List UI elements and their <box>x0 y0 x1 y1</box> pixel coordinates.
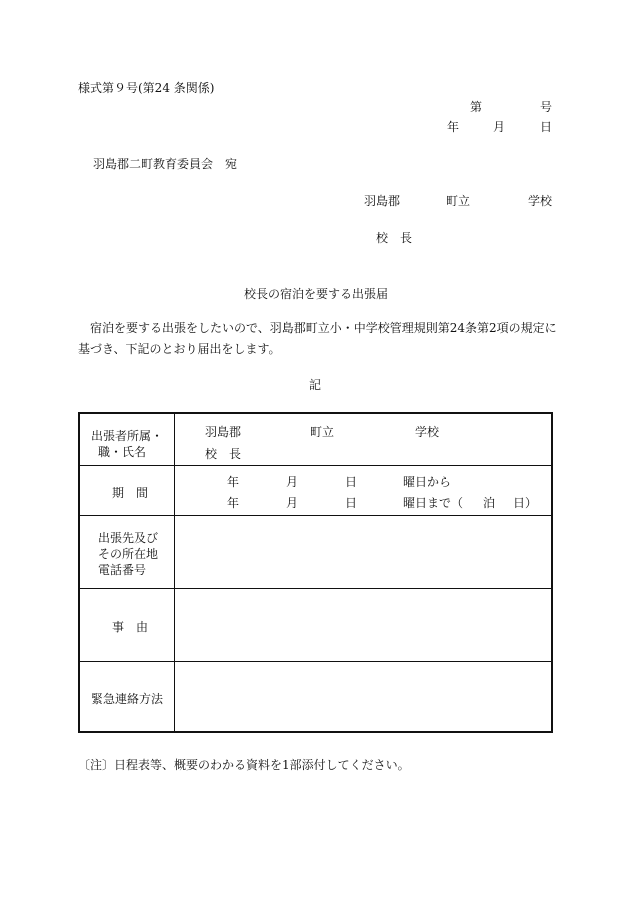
row3-label-line3: 電話番号 <box>98 563 147 577</box>
row2-end-month: 月 <box>286 496 299 510</box>
body-line-2: 基づき、下記のとおり届出をします。 <box>78 342 281 356</box>
form-reference: 様式第９号(第24 条関係) <box>78 81 215 95</box>
sender-town: 町立 <box>446 194 471 208</box>
sender-district: 羽島郡 <box>364 194 401 208</box>
date-day: 日 <box>540 120 553 134</box>
table-divider-row1 <box>80 465 551 466</box>
application-table <box>78 412 553 733</box>
body-text <box>78 318 556 360</box>
date-month: 月 <box>493 120 506 134</box>
document-title: 校長の宿泊を要する出張届 <box>244 287 389 301</box>
row2-start-day: 日 <box>345 475 358 489</box>
row1-town: 町立 <box>310 425 335 439</box>
date-year: 年 <box>447 120 460 134</box>
table-divider-row3 <box>80 588 551 589</box>
row2-from: 曜日から <box>403 475 452 489</box>
row2-until: 曜日まで（ <box>403 496 464 510</box>
table-divider-row4 <box>80 661 551 662</box>
footnote: 〔注〕日程表等、概要のわかる資料を1部添付してください。 <box>78 758 410 772</box>
row3-label-line2: その所在地 <box>98 547 159 561</box>
row2-days-close: 日） <box>513 496 538 510</box>
row3-label-line1: 出張先及び <box>98 531 159 545</box>
doc-number-go: 号 <box>540 100 553 114</box>
doc-number-dai: 第 <box>470 100 483 114</box>
sender-principal: 校 長 <box>376 231 413 245</box>
row5-label: 緊急連絡方法 <box>91 692 164 706</box>
addressee: 羽島郡二町教育委員会 宛 <box>93 157 238 171</box>
row1-label-line2: 職・氏名 <box>98 445 147 459</box>
row2-start-year: 年 <box>227 475 240 489</box>
sender-school: 学校 <box>528 194 553 208</box>
row1-school: 学校 <box>415 425 440 439</box>
row2-label: 期 間 <box>112 486 149 500</box>
table-divider-vertical <box>174 414 175 731</box>
row4-label: 事 由 <box>112 620 149 634</box>
ki-heading: 記 <box>309 378 322 392</box>
row2-end-year: 年 <box>227 496 240 510</box>
row1-principal: 校 長 <box>205 447 242 461</box>
table-divider-row2 <box>80 515 551 516</box>
row2-end-day: 日 <box>345 496 358 510</box>
row2-nights: 泊 <box>483 496 496 510</box>
body-line-1: 宿泊を要する出張をしたいので、羽島郡町立小・中学校管理規則第24条第2項の規定に <box>78 321 557 335</box>
row1-district: 羽島郡 <box>205 425 242 439</box>
row2-start-month: 月 <box>286 475 299 489</box>
row1-label-line1: 出張者所属・ <box>91 429 164 443</box>
